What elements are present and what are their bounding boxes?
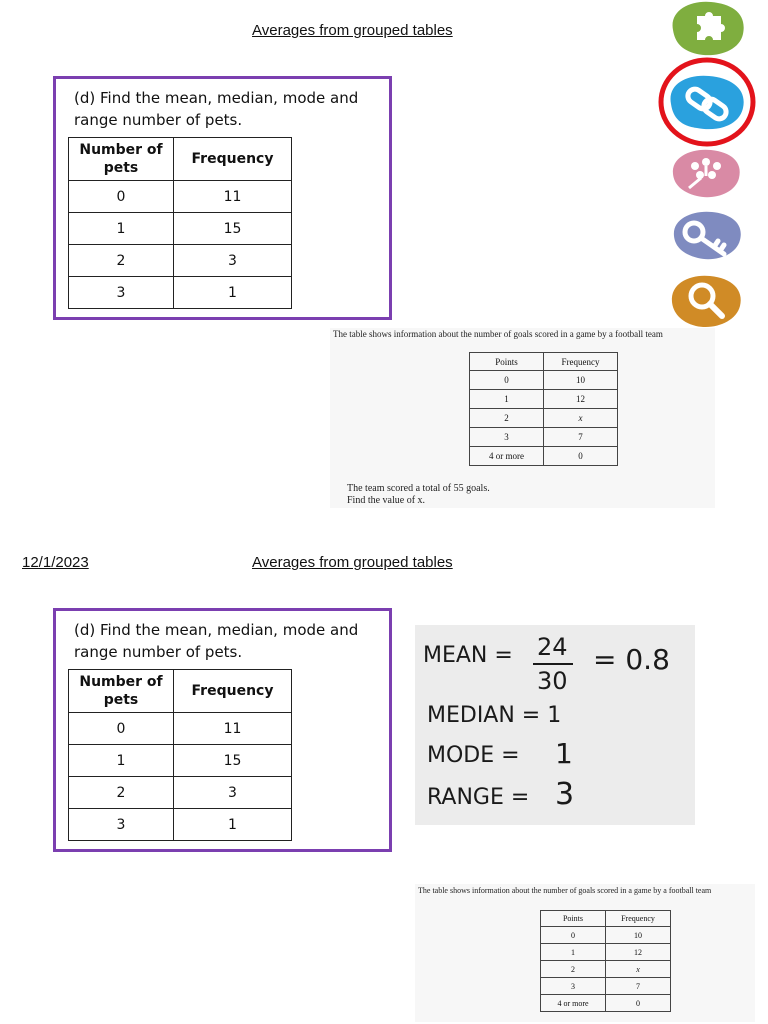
cell: 1 <box>69 213 174 245</box>
table-row <box>69 277 292 309</box>
table-header-row <box>541 911 671 927</box>
goals-intro: The table shows information about the number of goals scored in a game by a football team <box>333 329 663 339</box>
cell: 10 <box>606 927 671 944</box>
chain-link-icon[interactable] <box>657 56 757 148</box>
question-text: (d) Find the mean, median, mode and range number of pets. <box>74 89 359 129</box>
cell: 0 <box>544 447 618 466</box>
mean-label: MEAN = <box>423 643 513 668</box>
table-row <box>470 428 618 447</box>
cell: 0 <box>470 371 544 390</box>
question-box-2 <box>53 608 392 852</box>
cell: 1 <box>541 944 606 961</box>
column-header: Frequency <box>606 911 671 927</box>
puzzle-icon[interactable] <box>667 0 745 56</box>
cell: 3 <box>541 978 606 995</box>
question-text: (d) Find the mean, median, mode and range number of pets. <box>74 621 359 661</box>
question-box-1 <box>53 76 392 320</box>
cell: 15 <box>174 745 292 777</box>
cell: 1 <box>69 745 174 777</box>
mode-label: MODE = <box>427 743 520 768</box>
cell: 4 or more <box>541 995 606 1012</box>
table-row <box>69 777 292 809</box>
table-row <box>470 371 618 390</box>
table-row <box>470 390 618 409</box>
cell: 11 <box>174 713 292 745</box>
cell: 15 <box>174 213 292 245</box>
cell: 12 <box>544 390 618 409</box>
fraction-bar <box>533 663 573 665</box>
cell: 2 <box>69 777 174 809</box>
cell: x <box>606 961 671 978</box>
table-row <box>541 961 671 978</box>
cell: 0 <box>541 927 606 944</box>
column-header: Points <box>541 911 606 927</box>
column-header: Frequency <box>174 138 292 181</box>
goals-table <box>469 352 618 466</box>
table-row <box>541 927 671 944</box>
table-row <box>69 181 292 213</box>
goals-intro: The table shows information about the number of goals scored in a game by a football team <box>418 886 712 895</box>
cell: 3 <box>174 777 292 809</box>
goals-line1: The team scored a total of 55 goals. <box>347 483 490 494</box>
mode-value: 1 <box>555 737 573 770</box>
cell: 4 or more <box>470 447 544 466</box>
range-label: RANGE = <box>427 785 530 810</box>
table-header-row <box>470 353 618 371</box>
column-header: Points <box>470 353 544 371</box>
table-row <box>69 213 292 245</box>
cell: 2 <box>470 409 544 428</box>
table-row <box>541 995 671 1012</box>
atom-icon[interactable] <box>669 148 743 200</box>
table-row <box>69 245 292 277</box>
cell: 0 <box>69 181 174 213</box>
column-header: Number of pets <box>69 670 174 713</box>
median-line: MEDIAN = 1 <box>427 703 562 728</box>
goals-table <box>540 910 671 1012</box>
section1-title: Averages from grouped tables <box>252 22 453 39</box>
cell: 2 <box>541 961 606 978</box>
table-row <box>541 978 671 995</box>
table-row <box>69 745 292 777</box>
date-label: 12/1/2023 <box>22 554 89 571</box>
pets-table <box>68 137 292 309</box>
table-row <box>69 713 292 745</box>
range-value: 3 <box>555 777 575 812</box>
key-icon[interactable] <box>670 208 744 264</box>
cell: 2 <box>69 245 174 277</box>
column-header: Number of pets <box>69 138 174 181</box>
table-row <box>69 809 292 841</box>
cell: 3 <box>69 277 174 309</box>
column-header: Frequency <box>544 353 618 371</box>
cell: 3 <box>174 245 292 277</box>
cell: 12 <box>606 944 671 961</box>
handwritten-answers <box>415 625 695 825</box>
cell: 3 <box>69 809 174 841</box>
cell: x <box>544 409 618 428</box>
goals-line2: Find the value of x. <box>347 495 426 506</box>
cell: 1 <box>470 390 544 409</box>
cell: 0 <box>606 995 671 1012</box>
mean-denominator: 30 <box>537 667 568 695</box>
section2-title: Averages from grouped tables <box>252 554 453 571</box>
cell: 10 <box>544 371 618 390</box>
cell: 1 <box>174 277 292 309</box>
column-header: Frequency <box>174 670 292 713</box>
table-header-row <box>69 138 292 181</box>
mean-result: = 0.8 <box>593 643 670 676</box>
cell: 11 <box>174 181 292 213</box>
table-row <box>541 944 671 961</box>
goals-question-2 <box>415 884 755 1022</box>
cell: 1 <box>174 809 292 841</box>
table-row <box>470 447 618 466</box>
cell: 7 <box>606 978 671 995</box>
table-row <box>470 409 618 428</box>
cell: 7 <box>544 428 618 447</box>
mean-numerator: 24 <box>537 633 568 661</box>
table-header-row <box>69 670 292 713</box>
cell: 0 <box>69 713 174 745</box>
cell: 3 <box>470 428 544 447</box>
magnifier-icon[interactable] <box>668 272 744 330</box>
pets-table <box>68 669 292 841</box>
goals-question-1 <box>330 328 715 508</box>
